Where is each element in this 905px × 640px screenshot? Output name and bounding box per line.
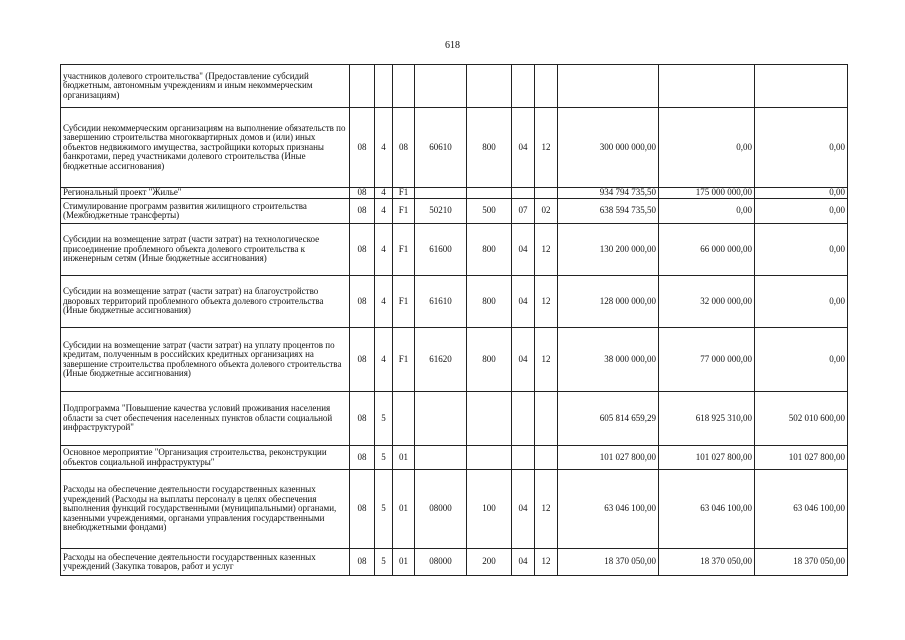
- code-subsection: 12: [535, 108, 558, 188]
- amount-year-1: 18 370 050,00: [558, 549, 659, 576]
- amount-year-3: 502 010 600,00: [755, 392, 848, 446]
- amount-year-2: 0,00: [659, 199, 755, 224]
- code-gp: 08: [350, 276, 375, 328]
- code-expense-type: [467, 392, 512, 446]
- table-row: [61, 224, 848, 276]
- amount-year-2: 18 370 050,00: [659, 549, 755, 576]
- amount-year-2: 32 000 000,00: [659, 276, 755, 328]
- code-subsection: [535, 65, 558, 108]
- table-row: [61, 276, 848, 328]
- amount-year-3: 63 046 100,00: [755, 470, 848, 549]
- code-section: 04: [512, 224, 535, 276]
- code-direction: 50210: [415, 199, 467, 224]
- amount-year-3: 101 027 800,00: [755, 446, 848, 470]
- page-number: 618: [445, 40, 460, 51]
- amount-year-3: 0,00: [755, 276, 848, 328]
- code-expense-type: 500: [467, 199, 512, 224]
- table-row: [61, 470, 848, 549]
- table-row: [61, 392, 848, 446]
- table-row: [61, 549, 848, 576]
- code-pp: 4: [375, 108, 393, 188]
- amount-year-1: 63 046 100,00: [558, 470, 659, 549]
- amount-year-3: 0,00: [755, 224, 848, 276]
- amount-year-2: 0,00: [659, 108, 755, 188]
- code-om: F1: [393, 188, 415, 199]
- code-subsection: [535, 188, 558, 199]
- code-direction: 08000: [415, 549, 467, 576]
- code-gp: 08: [350, 549, 375, 576]
- code-expense-type: [467, 65, 512, 108]
- code-gp: 08: [350, 446, 375, 470]
- code-expense-type: [467, 446, 512, 470]
- code-expense-type: 800: [467, 276, 512, 328]
- code-om: [393, 392, 415, 446]
- code-gp: 08: [350, 224, 375, 276]
- amount-year-1: 934 794 735,50: [558, 188, 659, 199]
- code-expense-type: 800: [467, 328, 512, 392]
- row-description: Стимулирование программ развития жилищного строительства (Межбюджетные трансферты): [61, 199, 350, 224]
- table-row: [61, 446, 848, 470]
- code-subsection: 12: [535, 470, 558, 549]
- code-pp: 5: [375, 549, 393, 576]
- code-om: F1: [393, 328, 415, 392]
- code-expense-type: 800: [467, 108, 512, 188]
- row-description: Региональный проект "Жилье": [61, 188, 350, 199]
- amount-year-3: 0,00: [755, 328, 848, 392]
- amount-year-1: 101 027 800,00: [558, 446, 659, 470]
- table-row: [61, 328, 848, 392]
- code-om: 08: [393, 108, 415, 188]
- code-om: F1: [393, 199, 415, 224]
- code-direction: [415, 446, 467, 470]
- code-subsection: 12: [535, 328, 558, 392]
- code-section: 04: [512, 328, 535, 392]
- row-description: участников долевого строительства" (Предоставление субсидий бюджетным, автономным учреждениям и иным некоммерческим организациям): [61, 65, 350, 108]
- amount-year-1: 128 000 000,00: [558, 276, 659, 328]
- amount-year-1: 638 594 735,50: [558, 199, 659, 224]
- row-description: Субсидии на возмещение затрат (части затрат) на технологическое присоединение проблемного объекта долевого строительства к инженерным сетям (Иные бюджетные ассигнования): [61, 224, 350, 276]
- code-subsection: 12: [535, 276, 558, 328]
- row-description: Основное мероприятие "Организация строительства, реконструкции объектов социальной инфраструктуры": [61, 446, 350, 470]
- code-subsection: [535, 392, 558, 446]
- code-om: 01: [393, 470, 415, 549]
- code-expense-type: 100: [467, 470, 512, 549]
- amount-year-1: 605 814 659,29: [558, 392, 659, 446]
- amount-year-2: [659, 65, 755, 108]
- code-expense-type: 200: [467, 549, 512, 576]
- code-direction: 08000: [415, 470, 467, 549]
- code-om: F1: [393, 276, 415, 328]
- table-row: [61, 65, 848, 108]
- budget-table: [60, 64, 848, 576]
- code-om: 01: [393, 549, 415, 576]
- code-pp: 5: [375, 470, 393, 549]
- code-gp: 08: [350, 108, 375, 188]
- row-description: Подпрограмма "Повышение качества условий проживания населения области за счет обеспечения населенных пунктов области социальной инфраструктурой": [61, 392, 350, 446]
- code-gp: 08: [350, 392, 375, 446]
- code-gp: 08: [350, 199, 375, 224]
- amount-year-2: 66 000 000,00: [659, 224, 755, 276]
- code-om: 01: [393, 446, 415, 470]
- code-direction: 61620: [415, 328, 467, 392]
- amount-year-2: 77 000 000,00: [659, 328, 755, 392]
- amount-year-3: [755, 65, 848, 108]
- code-section: [512, 446, 535, 470]
- code-pp: 4: [375, 328, 393, 392]
- code-subsection: 12: [535, 224, 558, 276]
- code-section: 04: [512, 470, 535, 549]
- row-description: Субсидии на возмещение затрат (части затрат) на уплату процентов по кредитам, полученным в российских кредитных организациях на завершение строительства проблемного объекта долевого строительства (Иные бюджетные ассигнования): [61, 328, 350, 392]
- row-description: Расходы на обеспечение деятельности государственных казенных учреждений (Закупка товаров, работ и услуг: [61, 549, 350, 576]
- code-direction: [415, 392, 467, 446]
- amount-year-1: 300 000 000,00: [558, 108, 659, 188]
- amount-year-1: [558, 65, 659, 108]
- code-direction: [415, 188, 467, 199]
- code-direction: 61600: [415, 224, 467, 276]
- code-direction: [415, 65, 467, 108]
- amount-year-1: 130 200 000,00: [558, 224, 659, 276]
- code-section: [512, 65, 535, 108]
- code-gp: 08: [350, 188, 375, 199]
- code-pp: [375, 65, 393, 108]
- code-section: [512, 392, 535, 446]
- code-section: [512, 188, 535, 199]
- code-subsection: [535, 446, 558, 470]
- code-direction: 61610: [415, 276, 467, 328]
- amount-year-3: 0,00: [755, 188, 848, 199]
- code-pp: 5: [375, 446, 393, 470]
- code-gp: 08: [350, 328, 375, 392]
- amount-year-1: 38 000 000,00: [558, 328, 659, 392]
- amount-year-2: 63 046 100,00: [659, 470, 755, 549]
- code-gp: [350, 65, 375, 108]
- code-section: 04: [512, 276, 535, 328]
- amount-year-2: 175 000 000,00: [659, 188, 755, 199]
- row-description: Субсидии некоммерческим организациям на выполнение обязательств по завершению строительства многоквартирных домов и (или) иных объектов недвижимого имущества, застройщики которых признаны банкротами, перед участниками долевого строительства (Иные бюджетные ассигнования): [61, 108, 350, 188]
- code-pp: 4: [375, 224, 393, 276]
- code-pp: 4: [375, 188, 393, 199]
- amount-year-3: 0,00: [755, 199, 848, 224]
- code-pp: 4: [375, 199, 393, 224]
- code-om: F1: [393, 224, 415, 276]
- amount-year-2: 101 027 800,00: [659, 446, 755, 470]
- code-gp: 08: [350, 470, 375, 549]
- amount-year-3: 18 370 050,00: [755, 549, 848, 576]
- amount-year-3: 0,00: [755, 108, 848, 188]
- row-description: Субсидии на возмещение затрат (части затрат) на благоустройство дворовых территорий проблемного объекта долевого строительства (Иные бюджетные ассигнования): [61, 276, 350, 328]
- code-expense-type: 800: [467, 224, 512, 276]
- code-section: 07: [512, 199, 535, 224]
- code-direction: 60610: [415, 108, 467, 188]
- code-section: 04: [512, 108, 535, 188]
- table-row: [61, 108, 848, 188]
- code-pp: 4: [375, 276, 393, 328]
- row-description: Расходы на обеспечение деятельности государственных казенных учреждений (Расходы на выплаты персоналу в целях обеспечения выполнения функций государственными (муниципальными) органами, казенными учреждениями, органами управления государственными внебюджетными фондами): [61, 470, 350, 549]
- code-pp: 5: [375, 392, 393, 446]
- code-section: 04: [512, 549, 535, 576]
- table-row: [61, 199, 848, 224]
- code-subsection: 12: [535, 549, 558, 576]
- code-expense-type: [467, 188, 512, 199]
- table-row: [61, 188, 848, 199]
- code-subsection: 02: [535, 199, 558, 224]
- amount-year-2: 618 925 310,00: [659, 392, 755, 446]
- code-om: [393, 65, 415, 108]
